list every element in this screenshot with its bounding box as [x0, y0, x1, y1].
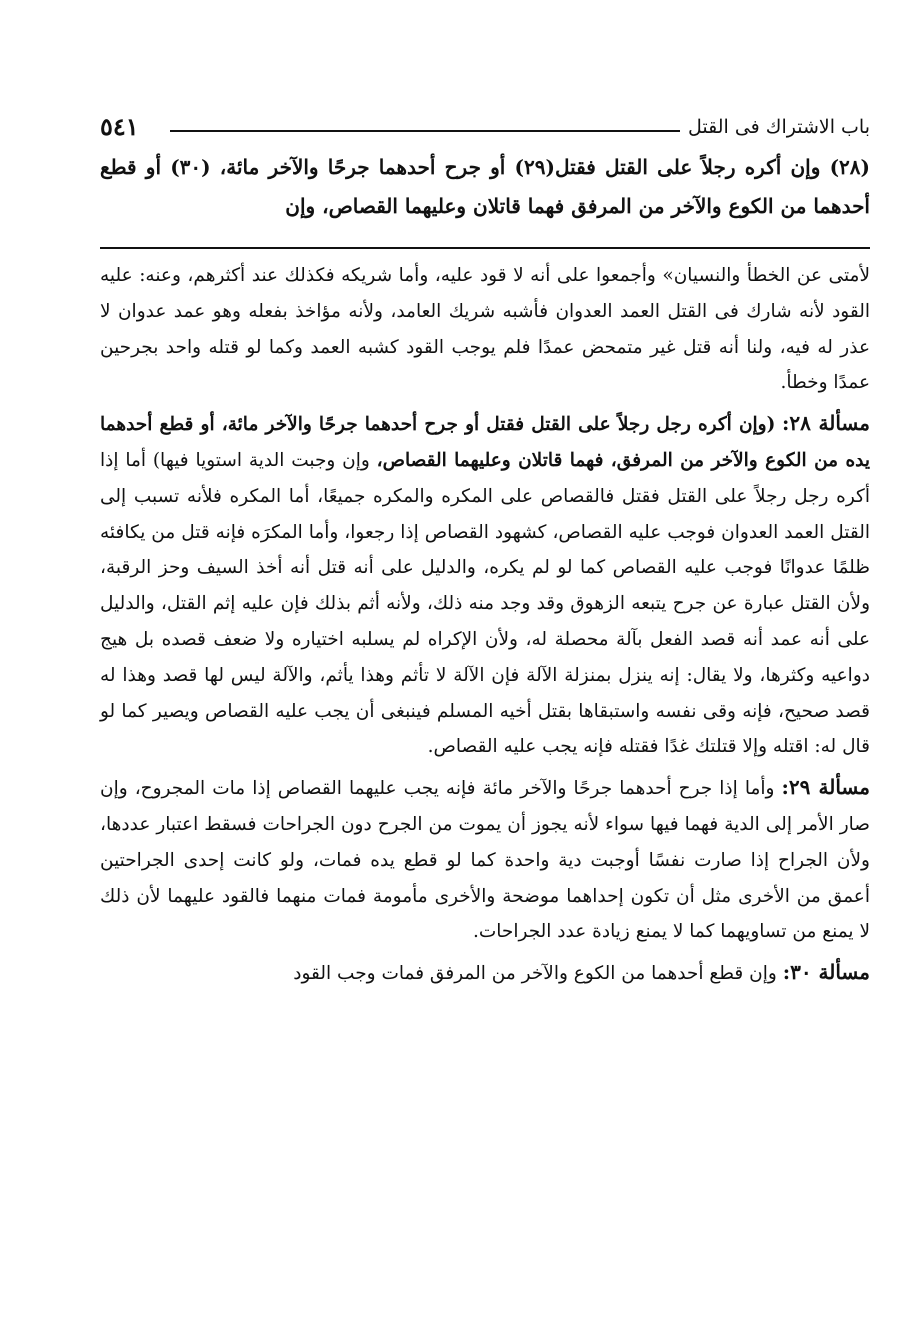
masala-28-quote: (وإن أكره رجل رجلاً على القتل فقتل أو جرح أحدهما جرحًا والآخر مائة، أو قطع أحدهما يده من الكوع والآخر من المرفق، فهما قاتلان وعليهما القصاص،	[100, 414, 870, 471]
masala-30-text: وإن قطع أحدهما من الكوع والآخر من المرفق فمات وجب القود	[293, 963, 777, 985]
masala-28-text: وإن وجبت الدية استويا فيها) أما إذا أكره رجل رجلاً على القتل فقتل فالقصاص على المكره والمكره جميعًا، أما المكره فلأنه تسبب إلى القتل العمد العدوان فوجب عليه القصاص، كشهود القصاص إذا رجعوا، وأما المكرَه فإنه قتل من يكافئه ظلمًا عدوانًا فوجب عليه القصاص كما لو لم يكره، والدليل على أنه قتل أنه أخذ السيف وحز الرقبة، ولأن القتل عبارة عن جرح يتبعه الزهوق وقد وجد منه ذلك، ولأنه أثم بذلك فإن عليه إثم القتل، والدليل على أنه عمد أنه قصد الفعل بآلة محصلة له، ولأن الإكراه لم يسلبه اختياره ولا ضعف قصده بل هيج دواعيه وكثرها، ولا يقال: إنه ينزل بمنزلة الآلة فإن الآلة لا تأثم وهذا يأثم، والآلة ليس لها قصد وهذا له قصد صحيح، فإنه وقى نفسه واستبقاها بقتل أخيه المسلم فينبغى أن يجب عليه القصاص ويصير كما لو قال له: اقتله وإلا قتلتك غدًا فقتله فإنه يجب عليه القصاص.	[100, 449, 870, 758]
running-head	[100, 112, 870, 148]
header-rule	[170, 130, 680, 132]
masala-29-paragraph	[100, 770, 870, 950]
masala-28-label: مسألة ٢٨:	[781, 411, 870, 436]
commentary-intro: لأمتى عن الخطأ والنسيان» وأجمعوا على أنه لا قود عليه، وأما شريكه فكذلك عند أكثرهم، وعنه: عليه القود لأنه شارك فى القتل العمد العدوان فأشبه شريك العامد، ولأنه مؤاخذ بفعله وهو عمد عدوان لا عذر له فيه، ولنا أنه قتل غير متمحض عمدًا فلم يوجب القود كشبه العمد وكما لو قتله واحد بجرحين عمدًا وخطأ.	[100, 265, 870, 394]
masala-29-label: مسألة ٢٩:	[781, 775, 870, 800]
commentary	[100, 258, 870, 997]
page-number: ٥٤١	[100, 112, 139, 141]
masala-28-paragraph	[100, 406, 870, 765]
chapter-title: باب الاشتراك فى القتل	[688, 116, 870, 138]
matn-text: (٢٨) وإن أكره رجلاً على القتل فقتل(٢٩) أو جرح أحدهما جرحًا والآخر مائة، (٣٠) أو قطع أحدهما من الكوع والآخر من المرفق فهما قاتلان وعليهما القصاص، وإن	[100, 155, 870, 218]
matn-separator-rule	[100, 247, 870, 249]
book-page	[100, 0, 870, 1338]
masala-29-text: وأما إذا جرح أحدهما جرحًا والآخر مائة فإنه يجب عليهما القصاص إذا مات المجروح، وإن صار الأمر إلى الدية فهما فيها سواء لأنه يجوز أن يموت من الجرح دون الجراحات فسقط اعتبار عددها، ولأن الجراح إذا صارت نفسًا أوجبت دية واحدة كما لو قطع يده فمات، ولو كانت إحدى الجراحتين أعمق من الأخرى مثل أن تكون إحداهما موضحة والأخرى مأمومة فمات منهما فالقود عليهما لأن ذلك لا يمنع من تساويهما كما لا يمنع زيادة عدد الجراحات.	[100, 778, 870, 943]
masala-30-label: مسألة ٣٠:	[782, 960, 870, 985]
masala-30-paragraph	[100, 955, 870, 992]
